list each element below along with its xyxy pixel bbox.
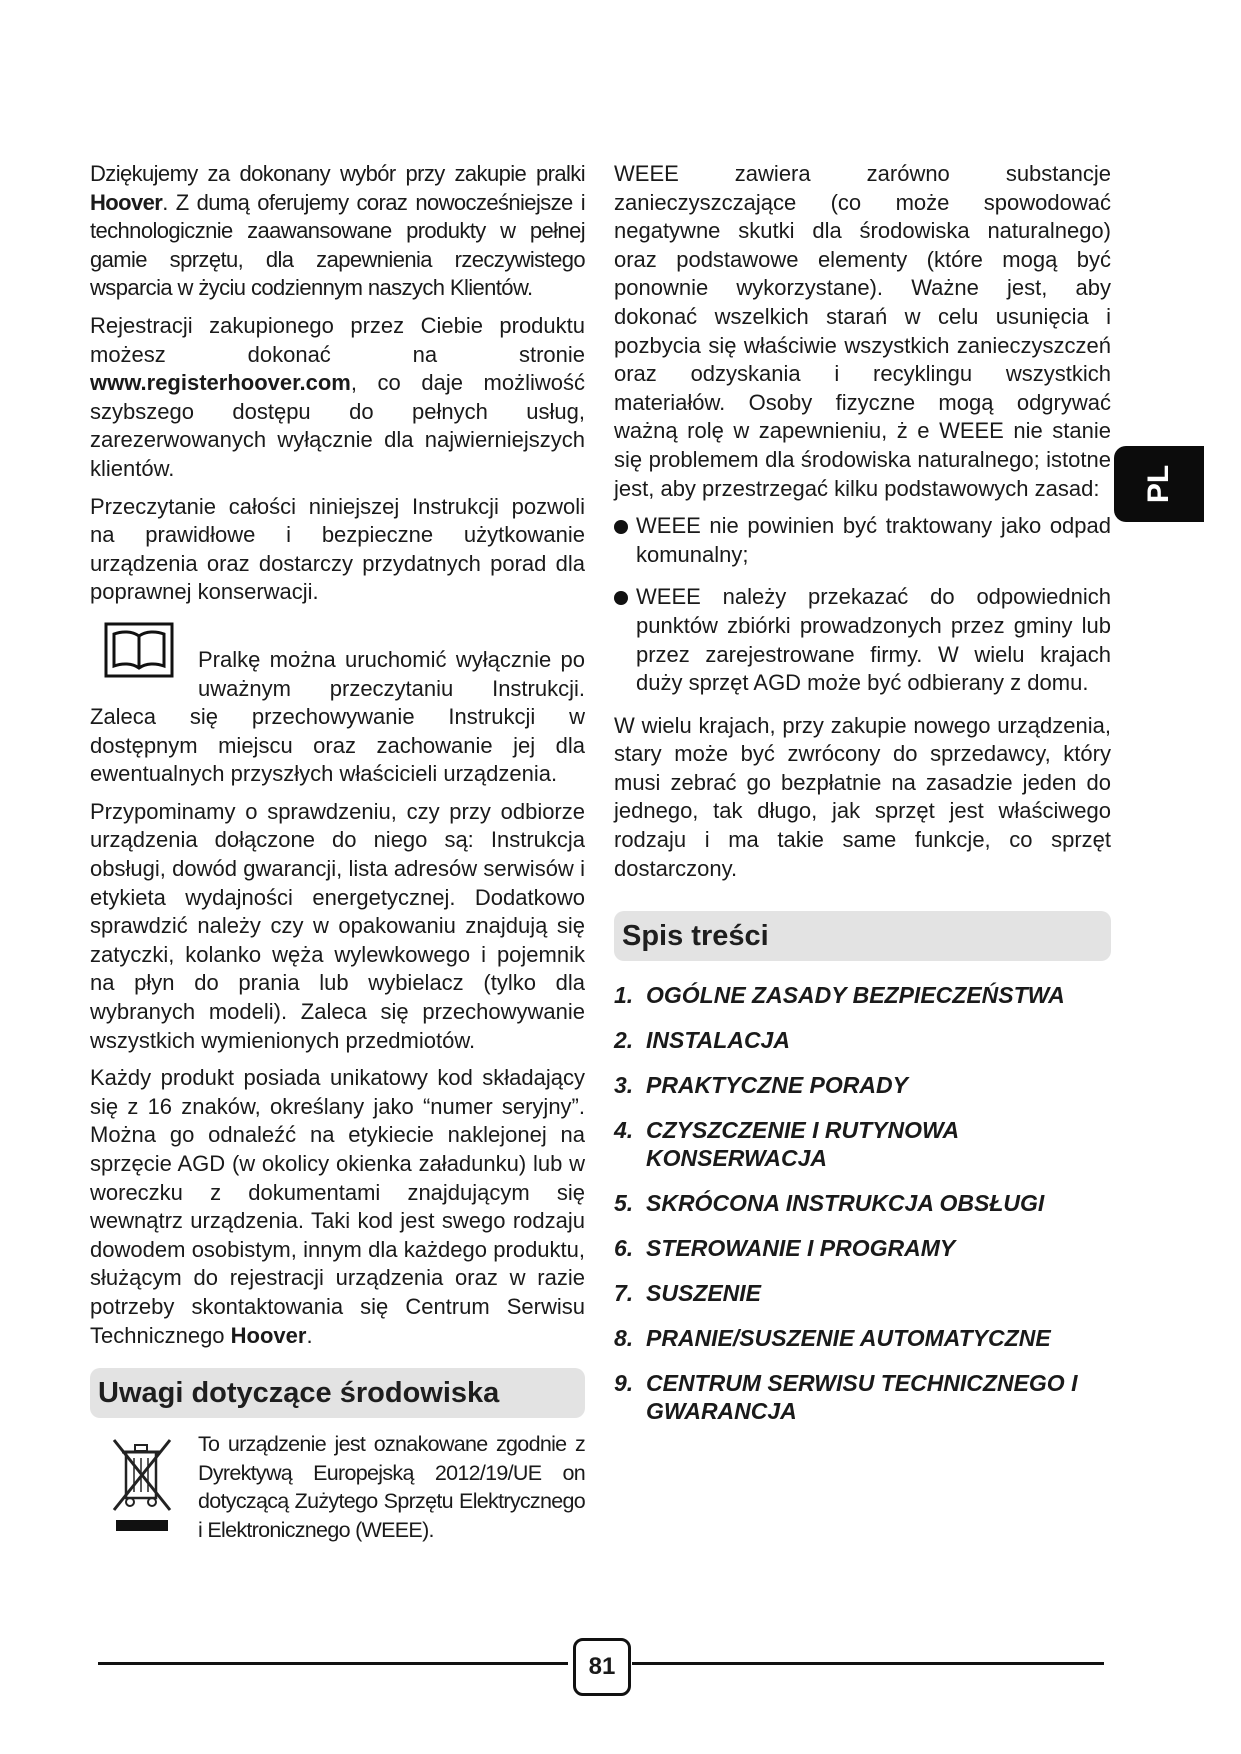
footer-divider-left: [98, 1662, 568, 1665]
registration-text-cont: , co daje możliwość szybszego dostępu do pełnych usług, zarezerwowanych wyłącznie dla najwierniejszych klientów.: [90, 370, 585, 481]
registration-paragraph: [90, 312, 585, 484]
toc-number: 6.: [614, 1235, 634, 1262]
toc-label: STEROWANIE I PROGRAMY: [646, 1235, 956, 1262]
registration-link[interactable]: www.registerhoover.com: [90, 370, 351, 396]
toc-item[interactable]: [614, 1324, 1111, 1352]
book-icon: [104, 622, 174, 678]
language-tab: [1114, 446, 1204, 522]
toc-item[interactable]: [614, 1234, 1111, 1262]
environment-heading: Uwagi dotyczące środowiska: [90, 1368, 585, 1418]
toc-number: 2.: [614, 1027, 634, 1054]
toc-number: 3.: [614, 1072, 634, 1099]
reminder-paragraph: Przypominamy o sprawdzeniu, czy przy odbiorze urządzenia dołączone do niego są: Instrukcja obsługi, dowód gwarancji, lista adresów serwisów i etykieta wydajności energetycznej. Dodatkowo sprawdzić należy czy w opakowaniu znajdują się zatyczki, kolanko węża wylewkowego i pojemnik na płyn do prania lub wybielacz (tylko dla wybranych modeli). Zaleca się przechowywanie wszystkich wymienionych przedmiotów.: [90, 798, 585, 1053]
return-paragraph: W wielu krajach, przy zakupie nowego urządzenia, stary może być zwrócony do sprzedawcy, który musi zebrać go bezpłatnie na zasadzie jeden do jednego, tak długo, jak sprzęt jest właściwego rodzaju i ma takie same funkcje, co sprzęt dostarczony.: [614, 712, 1111, 881]
list-item: WEEE nie powinien być traktowany jako odpad komunalny;: [614, 512, 1111, 569]
intro-paragraph: [90, 160, 585, 303]
serial-text: Każdy produkt posiada unikatowy kod składający się z 16 znaków, określany jako “numer seryjny”. Można go odnaleźć na etykiecie naklejonej na sprzęcie AGD (w okolicy okienka załadunku) lub w woreczku z dokumentami znajdującym się wewnątrz urządzenia. Taki kod jest swego rodzaju dowodem osobistym, innym dla każdego produktu, służącym do rejestracji urządzenia oraz w razie potrzeby skontaktowania się Centrum Serwisu Technicznego: [90, 1065, 585, 1348]
toc-number: 7.: [614, 1280, 634, 1307]
toc-label: OGÓLNE ZASADY BEZPIECZEŃSTWA: [646, 982, 1065, 1009]
brand-name: Hoover: [90, 189, 163, 215]
registration-text: Rejestracji zakupionego przez Ciebie produktu możesz dokonać na stronie: [90, 312, 585, 367]
toc-label: SKRÓCONA INSTRUKCJA OBSŁUGI: [646, 1190, 1045, 1217]
list-item: WEEE należy przekazać do odpowiednich punktów zbiórki prowadzonych przez gminy lub przez zarejestrowane firmy. W wielu krajach duży sprzęt AGD może być odbierany z domu.: [614, 583, 1111, 697]
weee-marking: [90, 1430, 585, 1544]
weee-marking-text: To urządzenie jest oznakowane zgodnie z Dyrektywą Europejską 2012/19/UE on dotyczącą Zużytego Sprzętu Elektrycznego i Elektronicznego (WEEE).: [198, 1432, 585, 1542]
right-column: [614, 160, 1111, 1442]
toc-label: SUSZENIE: [646, 1280, 762, 1307]
serial-paragraph: [90, 1064, 585, 1350]
toc-heading: Spis treści: [614, 911, 1111, 961]
intro-text-cont: . Z dumą oferujemy coraz nowocześniejsze i technologicznie zaawansowane produkty w pełnej gamie sprzętu, dla zapewnienia rzeczywistego wsparcia w życiu codziennym naszych Klientów.: [90, 189, 585, 301]
left-column: [90, 160, 585, 1545]
page-number: 81: [573, 1638, 631, 1696]
toc-item[interactable]: [614, 1071, 1111, 1099]
toc-number: 5.: [614, 1190, 634, 1217]
weee-paragraph: WEEE zawiera zarówno substancje zanieczyszczające (co może spowodować negatywne skutki dla środowiska naturalnego) oraz podstawowe elementy (które mogą być ponownie wykorzystane). Ważne jest, aby dokonać wszelkich starań w celu usunięcia i pozbycia się właściwie wszystkich zanieczyszczeń oraz odzyskania i recyklingu wszystkich materiałów. Osoby fizyczne mogą odgrywać ważną rolę w zapewnieniu, ż e WEEE nie stanie się problemem dla środowiska naturalnego; istotne jest, aby przestrzegać kilku podstawowych zasad:: [614, 161, 1111, 501]
toc-label: INSTALACJA: [646, 1027, 790, 1054]
toc-number: 8.: [614, 1325, 634, 1352]
toc-label: PRAKTYCZNE PORADY: [646, 1072, 908, 1099]
crossed-bin-icon: [110, 1434, 174, 1534]
weee-rules-list: [614, 512, 1111, 698]
table-of-contents: [614, 981, 1111, 1425]
toc-item[interactable]: [614, 1116, 1111, 1172]
toc-item[interactable]: [614, 1369, 1111, 1425]
footer-divider-right: [632, 1662, 1104, 1665]
toc-item[interactable]: [614, 1279, 1111, 1307]
toc-label: CENTRUM SERWISU TECHNICZNEGO I GWARANCJA: [646, 1370, 1078, 1425]
toc-item[interactable]: [614, 1189, 1111, 1217]
read-instructions-paragraph: Przeczytanie całości niniejszej Instrukcji pozwoli na prawidłowe i bezpieczne użytkowanie urządzenia oraz dostarczy przydatnych porad dla poprawnej konserwacji.: [90, 493, 585, 605]
intro-text: Dziękujemy za dokonany wybór przy zakupie pralki: [90, 161, 585, 186]
brand-name: Hoover: [230, 1322, 307, 1348]
toc-label: CZYSZCZENIE I RUTYNOWA KONSERWACJA: [646, 1117, 959, 1172]
toc-label: PRANIE/SUSZENIE AUTOMATYCZNE: [646, 1325, 1051, 1352]
serial-text-end: .: [306, 1322, 313, 1348]
toc-item[interactable]: [614, 1026, 1111, 1054]
toc-number: 4.: [614, 1117, 634, 1144]
manual-note: [90, 616, 585, 798]
toc-item[interactable]: [614, 981, 1111, 1009]
toc-number: 1.: [614, 982, 634, 1009]
toc-number: 9.: [614, 1370, 634, 1397]
language-tab-label: PL: [1142, 464, 1175, 504]
manual-note-text: Pralkę można uruchomić wyłącznie po uważnym przeczytaniu Instrukcji. Zaleca się przechowywanie Instrukcji w dostępnym miejscu oraz zachowanie jej dla ewentualnych przyszłych właścicieli urządzenia.: [90, 646, 585, 787]
